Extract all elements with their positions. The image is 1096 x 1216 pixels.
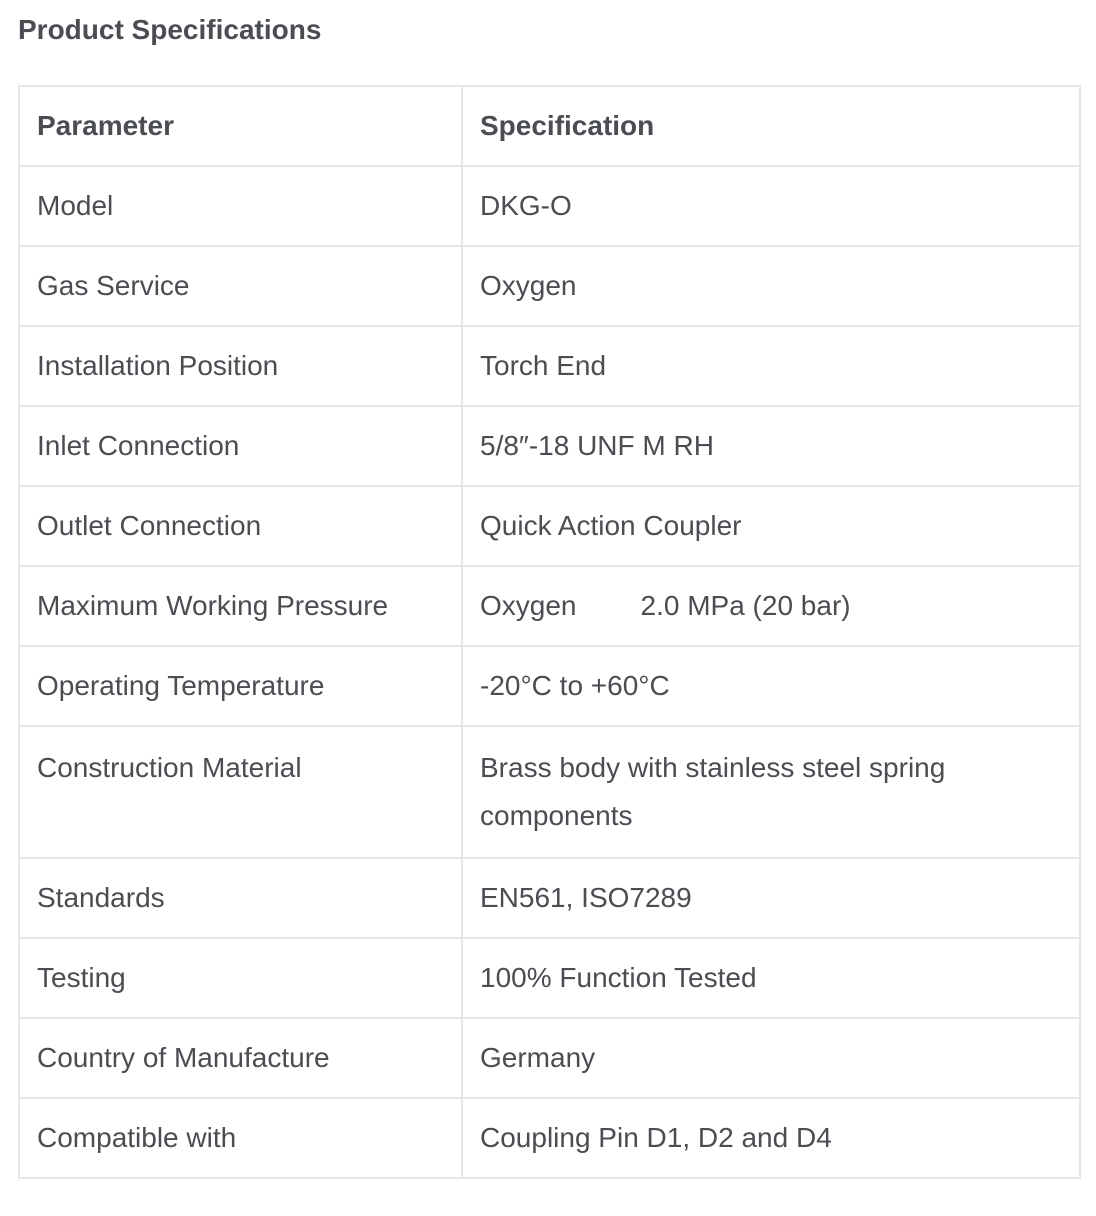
table-row (19, 1018, 1080, 1098)
parameter-cell: Country of Manufacture (19, 1018, 462, 1098)
pressure-gas-label: Oxygen (480, 590, 577, 621)
table-row (19, 646, 1080, 726)
specification-cell: Quick Action Coupler (462, 486, 1080, 566)
parameter-cell: Construction Material (19, 726, 462, 858)
parameter-cell: Compatible with (19, 1098, 462, 1178)
specification-cell: 100% Function Tested (462, 938, 1080, 1018)
table-row (19, 858, 1080, 938)
parameter-cell: Gas Service (19, 246, 462, 326)
specification-cell: Germany (462, 1018, 1080, 1098)
table-row (19, 166, 1080, 246)
parameter-cell: Testing (19, 938, 462, 1018)
specification-cell: Coupling Pin D1, D2 and D4 (462, 1098, 1080, 1178)
parameter-cell: Model (19, 166, 462, 246)
parameter-cell: Maximum Working Pressure (19, 566, 462, 646)
specification-cell (462, 566, 1080, 646)
specification-cell: Torch End (462, 326, 1080, 406)
parameter-cell: Standards (19, 858, 462, 938)
parameter-cell: Outlet Connection (19, 486, 462, 566)
specification-cell: Oxygen (462, 246, 1080, 326)
table-row (19, 246, 1080, 326)
table-row (19, 406, 1080, 486)
specification-cell: EN561, ISO7289 (462, 858, 1080, 938)
table-row (19, 1098, 1080, 1178)
specifications-table (18, 85, 1081, 1179)
parameter-cell: Inlet Connection (19, 406, 462, 486)
table-row (19, 566, 1080, 646)
table-row (19, 726, 1080, 858)
specification-cell: -20°C to +60°C (462, 646, 1080, 726)
table-header-row (19, 86, 1080, 166)
column-header-parameter: Parameter (19, 86, 462, 166)
specification-cell: 5/8″-18 UNF M RH (462, 406, 1080, 486)
specification-cell: Brass body with stainless steel spring components (462, 726, 1080, 858)
table-row (19, 326, 1080, 406)
column-header-specification: Specification (462, 86, 1080, 166)
table-row (19, 486, 1080, 566)
parameter-cell: Operating Temperature (19, 646, 462, 726)
parameter-cell: Installation Position (19, 326, 462, 406)
specification-cell: DKG-O (462, 166, 1080, 246)
page-title: Product Specifications (18, 14, 322, 45)
pressure-value: 2.0 MPa (20 bar) (640, 590, 851, 621)
table-row (19, 938, 1080, 1018)
